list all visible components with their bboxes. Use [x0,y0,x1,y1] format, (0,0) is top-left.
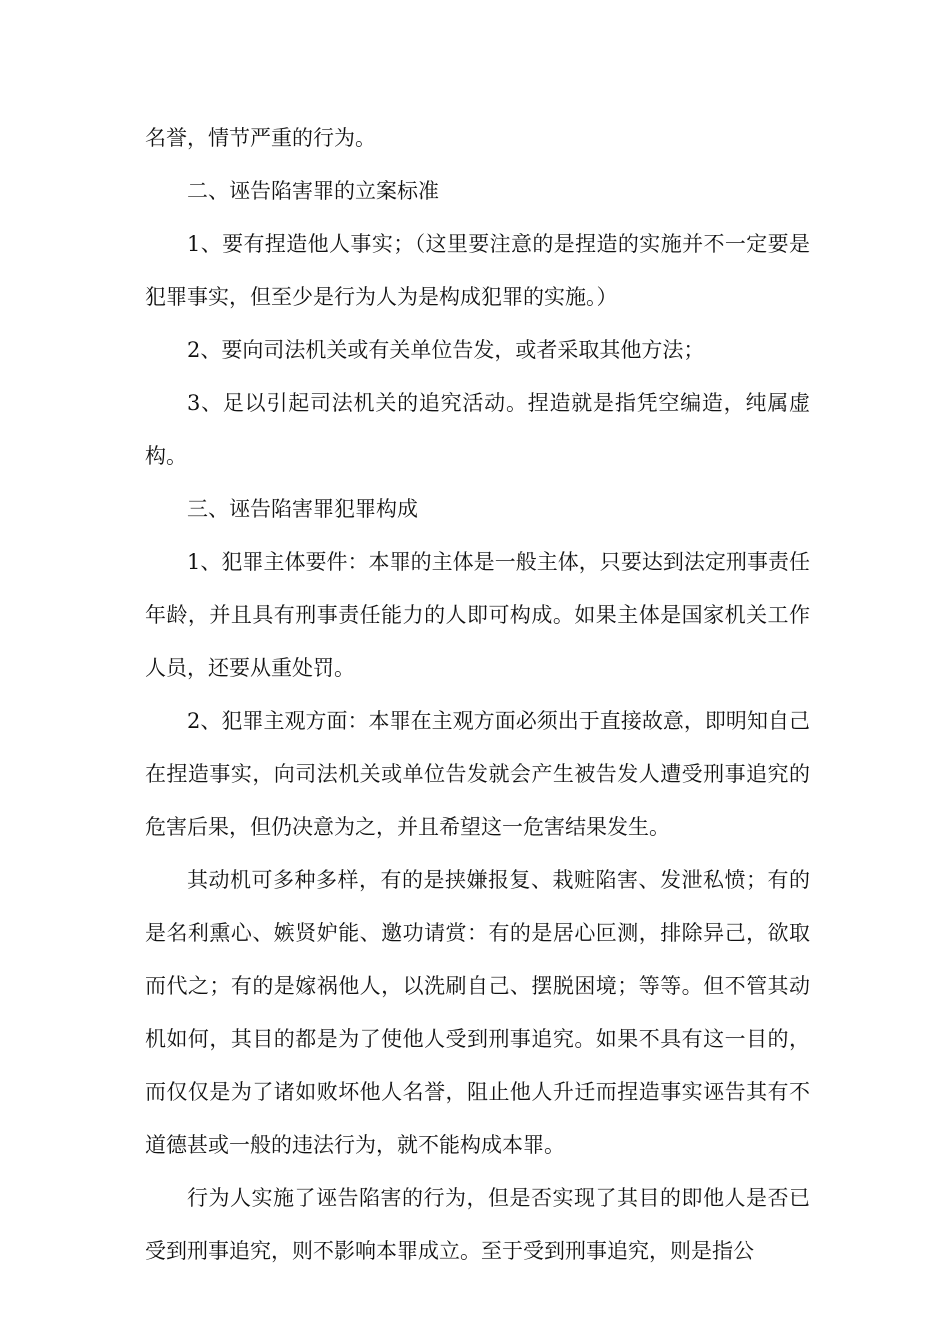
paragraph-standard-1: 1、要有捏造他人事实；（这里要注意的是捏造的实施并不一定要是犯罪事实，但至少是行为人为是构成犯罪的实施。） [145,232,810,309]
paragraph-outcome: 行为人实施了诬告陷害的行为，但是否实现了其目的即他人是否已受到刑事追究，则不影响本罪成立。至于受到刑事追究，则是指公 [145,1186,810,1263]
paragraph-standard-3: 3、足以引起司法机关的追究活动。捏造就是指凭空编造，纯属虚构。 [145,391,810,468]
paragraph-subjective-aspect: 2、犯罪主观方面：本罪在主观方面必须出于直接故意，即明知自己在捏造事实，向司法机关或单位告发就会产生被告发人遭受刑事追究的危害后果，但仍决意为之，并且希望这一危害结果发生。 [145,709,810,839]
section-heading-filing-standard: 二、诬告陷害罪的立案标准 [187,179,439,203]
paragraph-continuation: 名誉，情节严重的行为。 [145,126,376,150]
paragraph-motives: 其动机可多种多样，有的是挟嫌报复、栽赃陷害、发泄私愤；有的是名利熏心、嫉贤妒能、邀功请赏：有的是居心叵测，排除异己，欲取而代之；有的是嫁祸他人，以洗刷自己、摆脱困境；等等。但不管其动机如何，其目的都是为了使他人受到刑事追究。如果不具有这一目的，而仅仅是为了诸如败坏他人名誉，阻止他人升迁而捏造事实诬告其有不道德甚或一般的违法行为，就不能构成本罪。 [145,868,810,1157]
paragraph-standard-2: 2、要向司法机关或有关单位告发，或者采取其他方法； [187,338,705,362]
document-body [145,112,810,1278]
section-heading-constitution: 三、诬告陷害罪犯罪构成 [187,497,418,521]
paragraph-subject-element: 1、犯罪主体要件：本罪的主体是一般主体，只要达到法定刑事责任年龄，并且具有刑事责任能力的人即可构成。如果主体是国家机关工作人员，还要从重处罚。 [145,550,810,680]
